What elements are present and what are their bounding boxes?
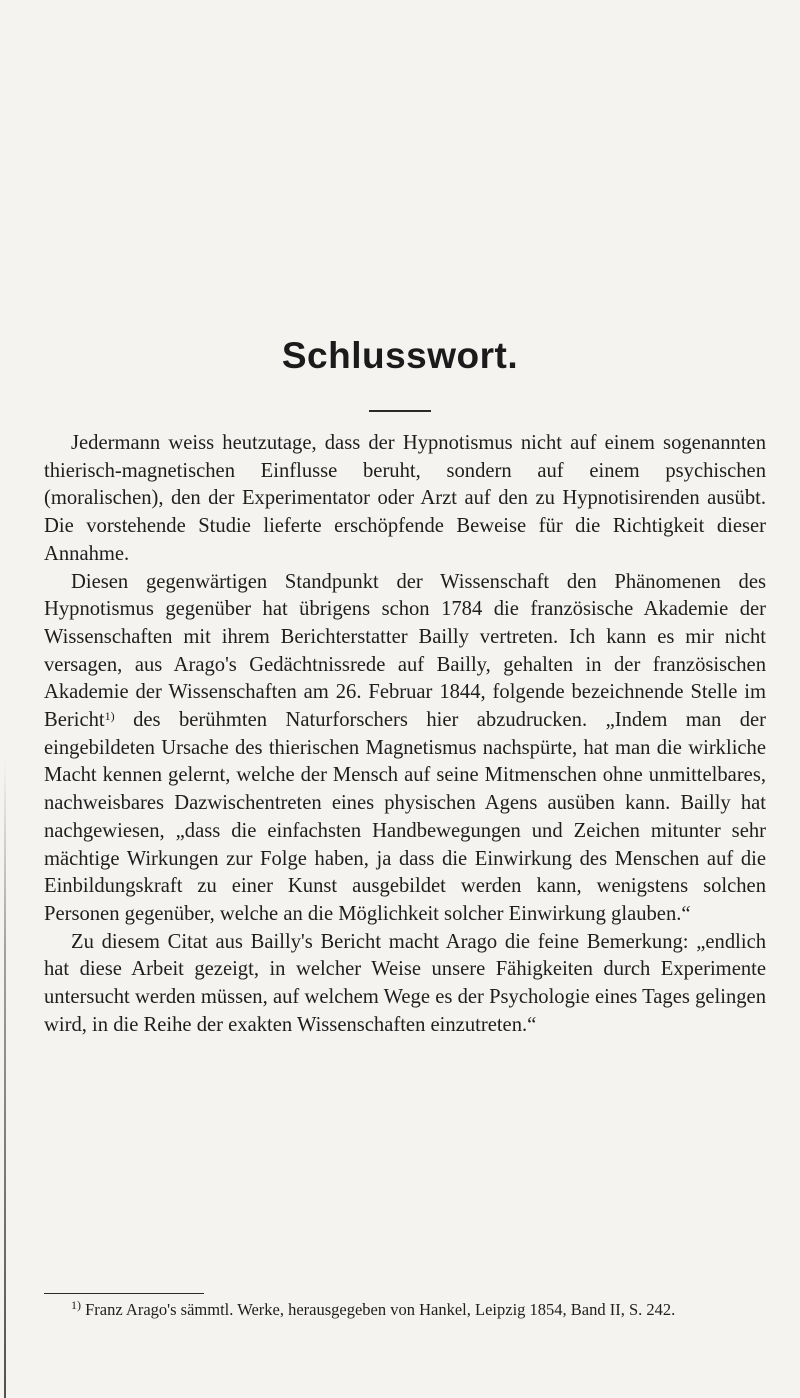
body-text <box>44 430 766 1039</box>
paragraph-text: Zu diesem Citat aus Bailly's Bericht macht Arago die feine Bemerkung: „endlich hat diese Arbeit gezeigt, in welcher Weise unsere Fähigkeiten durch Experimente untersucht werden müssen, auf welchem Wege es der Psychologie eines Tages gelingen wird, in die Reihe der exakten Wissenschaften einzutreten.“ <box>44 930 766 1036</box>
page-title: Schlusswort. <box>281 335 519 376</box>
paragraph-text: Diesen gegenwärtigen Standpunkt der Wissenschaft den Phänomenen des Hypnotismus gegenüber hat übrigens schon 1784 die französische Akademie der Wissenschaften mit ihrem Berichterstatter Bailly vertreten. Ich kann es mir nicht versagen, aus Arago's Gedächtnissrede auf Bailly, gehalten in der französischen Akademie der Wissenschaften am 26. Februar 1844, folgende bezeichnende Stelle im Bericht <box>44 570 766 732</box>
footnote-text: Franz Arago's sämmtl. Werke, herausgegeben von Hankel, Leipzig 1854, Band II, S. 242. <box>81 1300 676 1319</box>
footnote-divider <box>44 1293 204 1294</box>
footnote-reference: 1) <box>104 709 115 724</box>
footnote-entry <box>44 1299 766 1321</box>
paragraph-3 <box>44 929 766 1040</box>
footnote-marker: 1) <box>71 1298 81 1312</box>
footnote <box>44 1299 766 1321</box>
paragraph-2 <box>44 569 766 929</box>
paragraph-1 <box>44 430 766 569</box>
paragraph-text: Jedermann weiss heutzutage, dass der Hypnotismus nicht auf einem sogenannten thierisch-magnetischen Einflusse beruht, sondern auf einem psychischen (moralischen), den der Experimentator oder Arzt auf den zu Hypnotisirenden ausübt. Die vorstehende Studie lieferte erschöpfende Beweise für die Richtigkeit dieser Annahme. <box>44 432 766 565</box>
title-divider <box>369 410 431 412</box>
scan-edge-shadow <box>4 760 6 1398</box>
paragraph-text-continued: des berühmten Naturforschers hier abzudrucken. „Indem man der eingebildeten Ursache des thierischen Magnetismus nachspürte, hat man die wirkliche Macht kennen gelernt, welche der Mensch auf seine Mitmenschen ohne unmittelbares, nachweisbares Dazwischentreten eines physischen Agens ausüben kann. Bailly hat nachgewiesen, „dass die einfachsten Handbewegungen und Zeichen mitunter sehr mächtige Wirkungen zur Folge haben, ja dass die Einwirkung des Menschen auf die Einbildungskraft zu einer Kunst ausgebildet werden kann, wenigstens solchen Personen gegenüber, welche an die Möglichkeit solcher Einwirkung glauben.“ <box>44 709 766 925</box>
